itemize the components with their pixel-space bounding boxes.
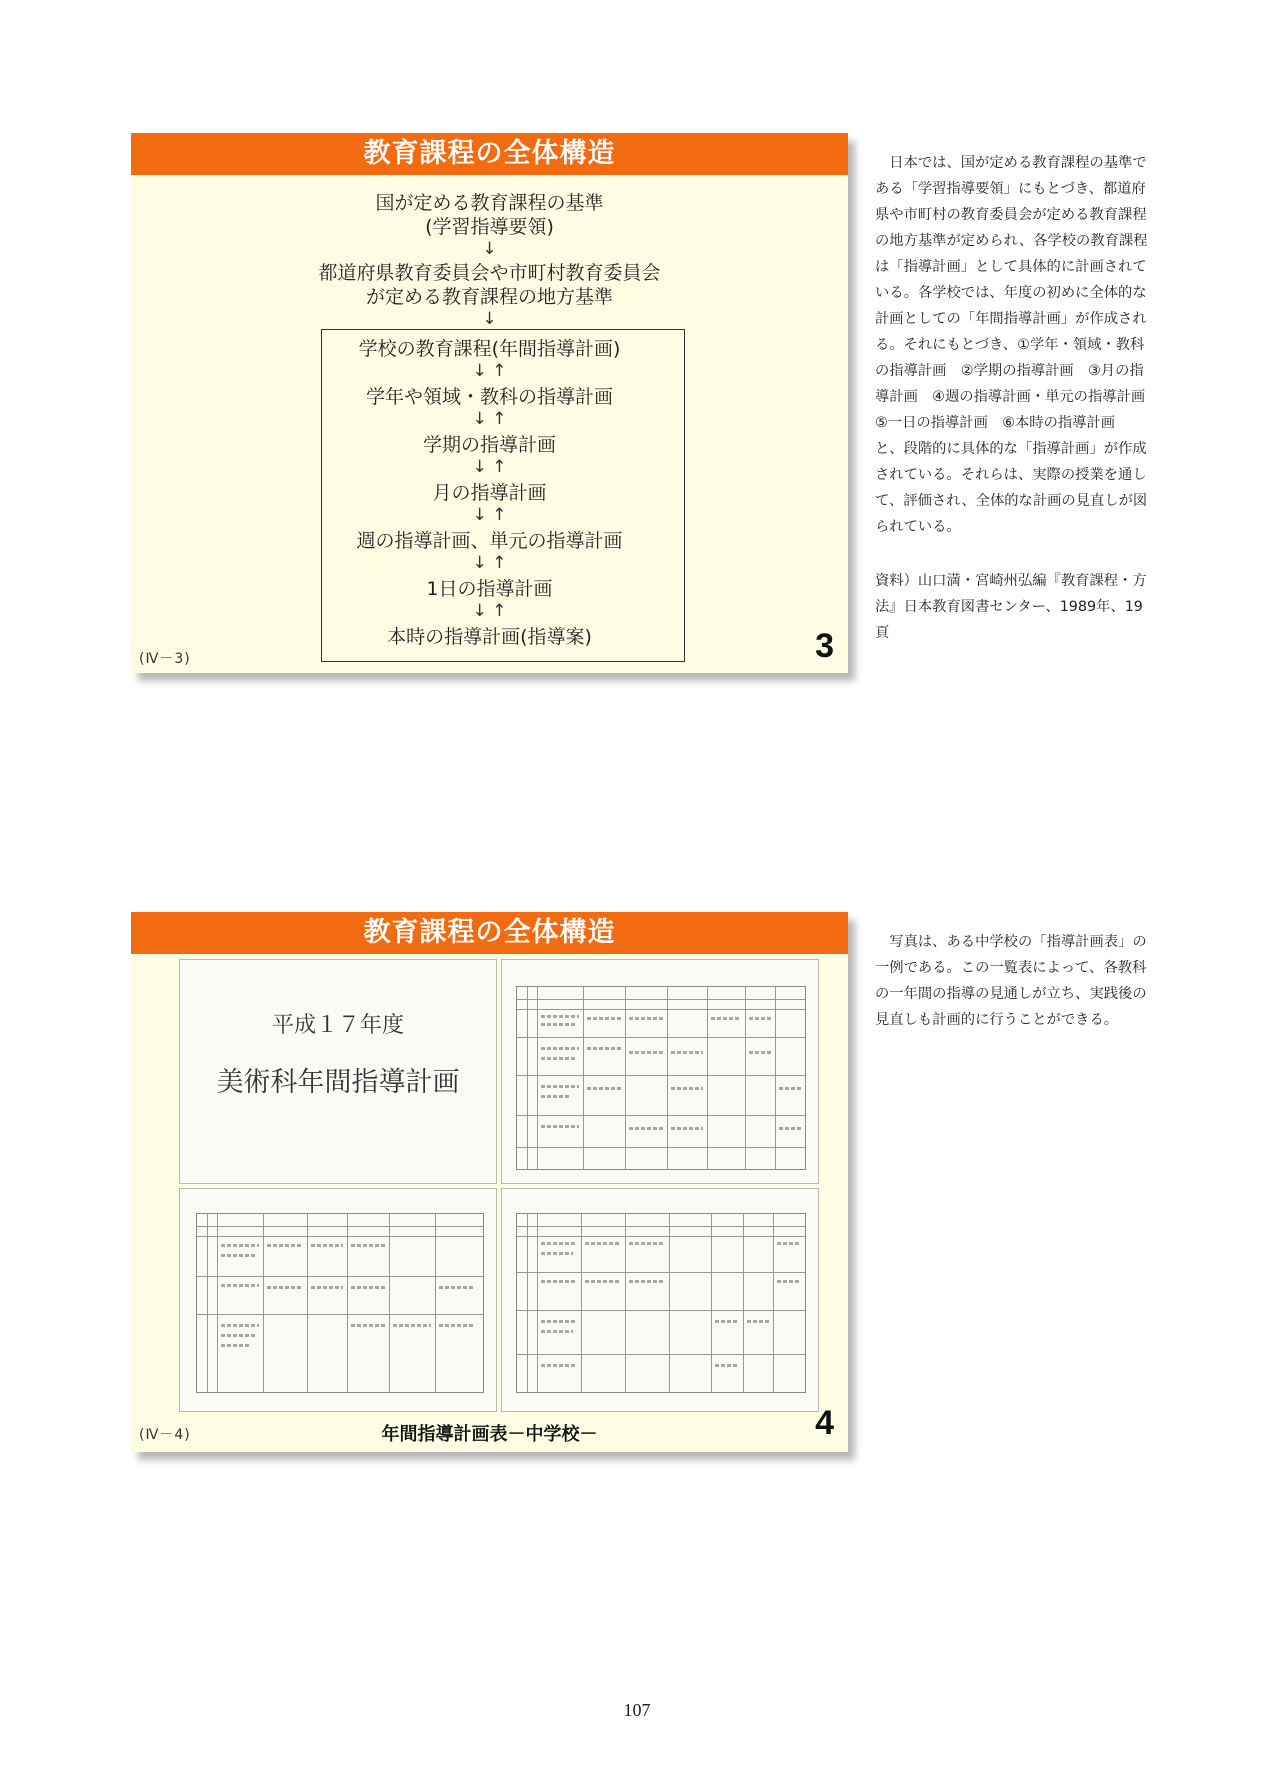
plan-table-image bbox=[516, 1213, 806, 1393]
slide3-source: 資料）山口満・宮崎州弘編『教育課程・方法』日本教育図書センター、1989年、19頁 bbox=[875, 573, 1147, 641]
arrow-updown-icon: ↓ ↑ bbox=[472, 553, 507, 573]
flow-grade-plan: 学年や領域・教科の指導計画 bbox=[365, 386, 613, 408]
slide-code: (Ⅳ－4) bbox=[139, 1427, 191, 1443]
photo-title-text: 美術科年間指導計画 bbox=[216, 1067, 460, 1098]
flow-month-plan: 月の指導計画 bbox=[432, 482, 547, 504]
page-number: 107 bbox=[623, 1700, 651, 1720]
slide-number: 3 bbox=[815, 627, 834, 665]
arrow-updown-icon: ↓ ↑ bbox=[472, 457, 507, 477]
photo-year-text: 平成１７年度 bbox=[271, 1013, 404, 1038]
slide-number: 4 bbox=[815, 1404, 834, 1442]
flow-day-plan: 1日の指導計画 bbox=[426, 578, 553, 600]
flow-local-standard: 都道府県教育委員会や市町村教育委員会 bbox=[318, 262, 661, 284]
slide-title: 教育課程の全体構造 bbox=[131, 133, 848, 175]
slide-title: 教育課程の全体構造 bbox=[131, 912, 848, 954]
slide-3 bbox=[131, 133, 848, 673]
flow-lesson-plan: 本時の指導計画(指導案) bbox=[387, 626, 592, 648]
arrow-down-icon: ↓ bbox=[482, 239, 497, 259]
flow-week-plan: 週の指導計画、単元の指導計画 bbox=[356, 530, 623, 552]
slide3-explanation: 日本では、国が定める教育課程の基準である「学習指導要領」にもとづき、都道府県や市町村の教育委員会が定める教育課程の地方基準が定められ、各学校の教育課程は「指導計画」として具体的に計画されている。各学校では、年度の初めに全体的な計画としての「年間指導計画」が作成される。それにもとづき、①学年・領域・教科の指導計画 ②学期の指導計画 ③月の指導計画 ④週の指導計画・単元の指導計画 ⑤一日の指導計画 ⑥本時の指導計画 と、段階的に具体的な「指導計画」が作成されている。それらは、実際の授業を通して、評価され、全体的な計画の見直しが図られている。 bbox=[875, 155, 1160, 535]
flow-national-standard-note: (学習指導要領) bbox=[425, 216, 554, 238]
arrow-updown-icon: ↓ ↑ bbox=[472, 409, 507, 429]
photo-plan-table-page-1 bbox=[501, 959, 819, 1184]
flow-term-plan: 学期の指導計画 bbox=[422, 434, 556, 456]
slide-code: (Ⅳ－3) bbox=[139, 651, 191, 667]
plan-table-image bbox=[516, 986, 806, 1170]
flow-national-standard: 国が定める教育課程の基準 bbox=[375, 192, 604, 214]
arrow-updown-icon: ↓ ↑ bbox=[472, 361, 507, 381]
photo-plan-table-page-3 bbox=[501, 1188, 819, 1412]
slide-4 bbox=[131, 912, 848, 1452]
slide-caption: 年間指導計画表－中学校－ bbox=[381, 1424, 598, 1445]
photo-plan-table-page-2 bbox=[179, 1188, 497, 1412]
flow-school-curriculum: 学校の教育課程(年間指導計画) bbox=[358, 338, 621, 360]
photo-plan-cover bbox=[179, 959, 497, 1184]
arrow-down-icon: ↓ bbox=[482, 309, 497, 329]
arrow-updown-icon: ↓ ↑ bbox=[472, 601, 507, 621]
arrow-updown-icon: ↓ ↑ bbox=[472, 505, 507, 525]
flow-local-standard-cont: が定める教育課程の地方基準 bbox=[365, 286, 613, 308]
plan-table-image bbox=[196, 1213, 484, 1393]
slide4-explanation: 写真は、ある中学校の「指導計画表」の一例である。この一覧表によって、各教科の一年間の指導の見通しが立ち、実践後の見直しも計画的に行うことができる。 bbox=[875, 934, 1147, 1028]
